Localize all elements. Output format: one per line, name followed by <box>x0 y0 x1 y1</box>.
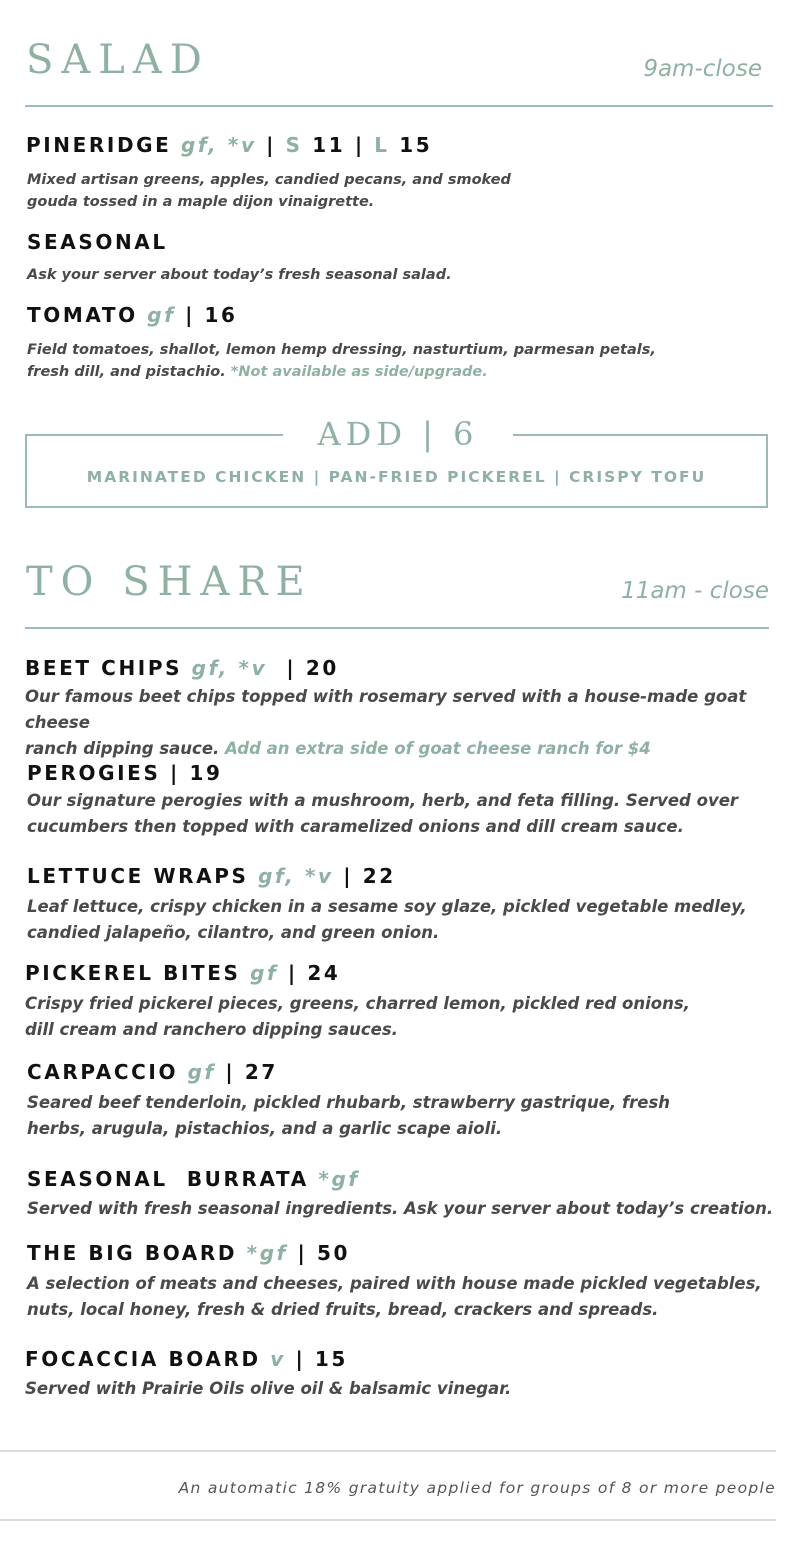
menu-item-title-tomato: TOMATO gf | 16 <box>27 303 238 327</box>
menu-item-title-focaccia-board: FOCACCIA BOARD v | 15 <box>25 1347 348 1371</box>
menu-item-title-lettuce-wraps: LETTUCE WRAPS gf, *v | 22 <box>27 864 396 888</box>
footer-bottom-divider <box>0 1519 776 1521</box>
menu-item-description-perogies: Our signature perogies with a mushroom, herb, and feta filling. Served over cucumbers then topped with caramelized onions and dill cream sauce. <box>27 791 739 836</box>
gratuity-notice: An automatic 18% gratuity applied for groups of 8 or more people <box>178 1479 776 1497</box>
menu-item-description-focaccia-board: Served with Prairie Oils olive oil & balsamic vinegar. <box>25 1379 512 1398</box>
dietary-tags: v <box>270 1347 286 1371</box>
menu-item-description-pineridge: Mixed artisan greens, apples, candied pecans, and smoked gouda tossed in a maple dijon vinaigrette. <box>27 172 511 210</box>
share-section-title: TO SHARE <box>26 559 313 605</box>
salad-divider <box>25 105 773 107</box>
salad-hours: 9am-close <box>643 56 762 82</box>
menu-item-title-seasonal: SEASONAL <box>27 230 168 254</box>
footer-top-divider <box>0 1450 776 1452</box>
menu-item-description-lettuce-wraps: Leaf lettuce, crispy chicken in a sesame soy glaze, pickled vegetable medley, candied jalapeño, cilantro, and green onion. <box>27 897 747 942</box>
share-hours: 11am - close <box>621 578 769 604</box>
menu-item-title-pickerel-bites: PICKEREL BITES gf | 24 <box>25 961 341 985</box>
menu-item-description-seasonal: Ask your server about today’s fresh seasonal salad. <box>27 267 452 283</box>
add-title: ADD | 6 <box>317 415 479 453</box>
dietary-tags: gf <box>187 1060 216 1084</box>
menu-item-title-carpaccio: CARPACCIO gf | 27 <box>27 1060 278 1084</box>
dietary-tags: gf, *v <box>258 864 334 888</box>
menu-item-description-pickerel-bites: Crispy fried pickerel pieces, greens, charred lemon, pickled red onions, dill cream and ranchero dipping sauces. <box>25 994 690 1039</box>
share-divider <box>25 627 769 629</box>
menu-item-description-beet-chips: Our famous beet chips topped with rosemary served with a house-made goat cheese ranch dipping sauce. Add an extra side of goat cheese ranch for $4 <box>25 687 747 758</box>
salad-section-title: SALAD <box>26 37 210 83</box>
menu-item-title-beet-chips: BEET CHIPS gf, *v | 20 <box>25 656 339 680</box>
dietary-tags: *gf <box>246 1241 288 1265</box>
menu-item-description-big-board: A selection of meats and cheeses, paired with house made pickled vegetables, nuts, local honey, fresh & dried fruits, bread, crackers and spreads. <box>27 1274 762 1319</box>
menu-item-description-carpaccio: Seared beef tenderloin, pickled rhubarb, strawberry gastrique, fresh herbs, arugula, pistachios, and a garlic scape aioli. <box>27 1093 671 1138</box>
menu-item-title-seasonal-burrata: SEASONAL BURRATA *gf <box>27 1167 360 1191</box>
add-title-wrap <box>283 414 513 454</box>
dietary-tags: *gf <box>318 1167 360 1191</box>
add-protein-options: MARINATED CHICKEN | PAN-FRIED PICKEREL | CRISPY TOFU <box>86 468 707 486</box>
dietary-tags: gf <box>250 961 279 985</box>
menu-item-title-pineridge: PINERIDGE gf, *v | S 11 | L 15 <box>26 133 433 157</box>
extra-side-note: Add an extra side of goat cheese ranch for $4 <box>225 739 651 758</box>
dietary-tags: gf, *v <box>191 656 268 680</box>
menu-item-title-big-board: THE BIG BOARD *gf | 50 <box>27 1241 350 1265</box>
menu-item-title-perogies: PEROGIES | 19 <box>27 761 223 785</box>
dietary-tags: gf, *v <box>181 133 257 157</box>
menu-item-description-seasonal-burrata: Served with fresh seasonal ingredients. Ask your server about today’s creation. <box>27 1199 774 1218</box>
menu-item-description-tomato: Field tomatoes, shallot, lemon hemp dressing, nasturtium, parmesan petals, fresh dill, and pistachio. *Not available as side/upgrade. <box>27 342 656 380</box>
upgrade-note: *Not available as side/upgrade. <box>230 364 488 380</box>
dietary-tags: gf <box>147 303 176 327</box>
